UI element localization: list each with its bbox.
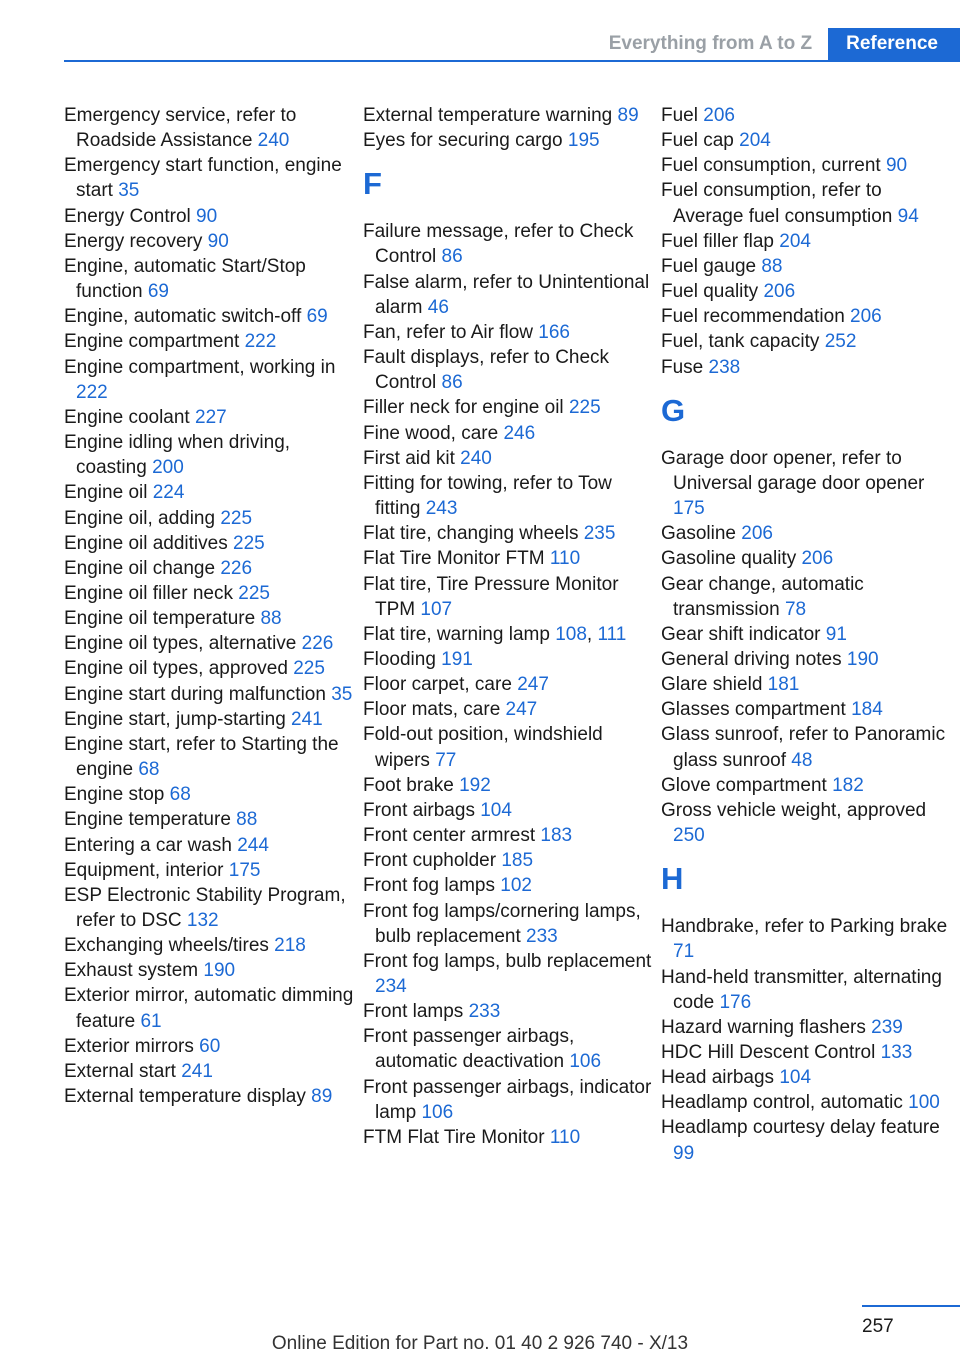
page-link[interactable]: 225 (293, 658, 325, 680)
index-entry (661, 128, 953, 153)
index-entry-term: Engine compartment, working in (64, 356, 336, 378)
index-entry-term: Fuse (661, 356, 704, 378)
page-link[interactable]: 206 (763, 281, 796, 303)
index-entry (661, 647, 953, 672)
index-entry-term: Glasses compartment (661, 699, 846, 721)
page-link[interactable]: 222 (244, 331, 277, 353)
page-link[interactable]: 78 (784, 598, 807, 620)
index-entry: Flat tire, warning lamp 108, 111 (363, 623, 627, 645)
index-entry (64, 858, 354, 883)
index-entry (64, 807, 354, 832)
index-entry-term: Flat tire, Tire Pressure Monitor TPM (363, 573, 619, 620)
index-entry (363, 103, 653, 128)
index-entry-term: External start (64, 1060, 176, 1082)
index-entry (64, 983, 354, 1033)
page-link[interactable]: 106 (569, 1051, 602, 1073)
index-entry (661, 329, 953, 354)
index-entry (363, 1075, 653, 1125)
page-link[interactable]: 225 (220, 507, 253, 529)
index-entry (64, 1084, 354, 1109)
index-entry-term: Engine oil types, approved (64, 658, 288, 680)
index-entry (363, 773, 653, 798)
page-link[interactable]: 108 (555, 623, 587, 645)
page-link[interactable]: 225 (568, 397, 601, 419)
page-link[interactable]: 35 (118, 180, 140, 202)
index-entry-term: Energy Control (64, 205, 191, 227)
page-link[interactable]: 110 (549, 1126, 581, 1148)
page-link[interactable]: 86 (441, 372, 463, 394)
index-entry-term: Fuel cap (661, 130, 734, 152)
page-link[interactable]: 247 (505, 699, 538, 721)
header-rule (64, 60, 960, 62)
index-entry-term: Exchanging wheels/tires (64, 935, 269, 957)
index-entry-term: Fine wood, care (363, 422, 499, 444)
index-entry-term: Flat Tire Monitor FTM (363, 548, 545, 570)
page-link[interactable]: 241 (181, 1060, 213, 1082)
index-entry (661, 622, 953, 647)
page-link[interactable]: 183 (540, 825, 573, 847)
index-entry-term: Gross vehicle weight, approved (661, 799, 927, 821)
page-link[interactable]: 225 (238, 582, 270, 604)
index-entry (64, 556, 354, 581)
index-entry-term: Emergency start function, engine start (64, 155, 342, 202)
page-link[interactable]: 225 (233, 532, 265, 554)
page-link[interactable]: 241 (291, 708, 323, 730)
page-link[interactable]: 252 (824, 331, 857, 353)
index-entry-term: Front fog lamps (363, 875, 495, 897)
page-link[interactable]: 240 (257, 130, 290, 152)
page-link[interactable]: 185 (501, 850, 534, 872)
index-entry (661, 446, 953, 521)
index-entry (363, 899, 653, 949)
index-entry-term: Fan, refer to Air flow (363, 321, 534, 343)
index-entry (363, 572, 653, 622)
index-entry-term: Emergency service, refer to Roadside Assistance (64, 105, 297, 152)
index-entry-term: Engine coolant (64, 406, 190, 428)
page-link[interactable]: 88 (236, 809, 258, 831)
page-link[interactable]: 88 (761, 255, 783, 277)
index-entry (661, 672, 953, 697)
index-entry (661, 178, 953, 228)
page-link[interactable]: 86 (441, 246, 463, 268)
index-entry (64, 480, 354, 505)
index-entry-term: General driving notes (661, 648, 842, 670)
index-entry (64, 355, 354, 405)
page-link[interactable]: 206 (801, 548, 834, 570)
page-link[interactable]: 175 (228, 859, 261, 881)
page-link[interactable]: 182 (832, 774, 864, 796)
page-link[interactable]: 234 (375, 976, 407, 997)
index-entry-term: Fuel consumption, refer to Average fuel consumption (661, 180, 893, 227)
index-entry (661, 1065, 953, 1090)
index-entry (661, 355, 953, 380)
index-entry-term: Engine oil types, alternative (64, 633, 297, 655)
index-letter-heading: G (661, 392, 686, 428)
page-link[interactable]: 204 (739, 130, 771, 152)
index-entry (64, 833, 354, 858)
page-link[interactable]: 90 (885, 155, 908, 177)
index-entry-term: Eyes for securing cargo (363, 130, 563, 152)
page-link[interactable]: 89 (311, 1086, 333, 1108)
index-column-2 (363, 103, 653, 1150)
index-entry (363, 270, 653, 320)
page-link[interactable]: 61 (140, 1010, 162, 1032)
page-link[interactable]: 246 (503, 422, 536, 444)
index-entry-term: Front cupholder (363, 850, 497, 872)
index-entry-term: Glare shield (661, 674, 763, 696)
page-link[interactable]: 200 (152, 457, 184, 479)
index-entry (363, 697, 653, 722)
index-entry (661, 697, 953, 722)
index-entry (64, 883, 354, 933)
page-link[interactable]: 190 (203, 960, 236, 982)
index-entry (64, 606, 354, 631)
index-entry (661, 914, 953, 964)
index-entry-term: Gasoline quality (661, 548, 797, 570)
page-link[interactable]: 88 (260, 608, 282, 630)
index-entry (661, 153, 953, 178)
index-entry-term: Foot brake (363, 774, 454, 796)
index-entry (661, 798, 953, 848)
chapter-tab: Reference (828, 28, 960, 60)
index-entry (661, 1015, 953, 1040)
index-entry-term: Headlamp courtesy delay feature (661, 1117, 940, 1139)
index-entry (64, 153, 354, 203)
index-entry (64, 506, 354, 531)
index-entry-term: Fuel consumption, current (661, 155, 881, 177)
index-entry-term: Front fog lamps/cornering lamps, bulb replacement (363, 900, 641, 947)
section-title: Everything from A to Z (608, 33, 813, 54)
index-entry-term: Fuel recommendation (661, 306, 845, 328)
index-entry (64, 782, 354, 807)
index-entry (363, 949, 653, 999)
page-link[interactable]: 60 (199, 1035, 221, 1057)
index-entry (661, 965, 953, 1015)
page-link[interactable]: 104 (480, 799, 512, 821)
page-link[interactable]: 218 (274, 935, 306, 957)
index-entry (64, 531, 354, 556)
page-link[interactable]: 238 (708, 356, 741, 378)
index-entry-term: Engine, automatic switch-off (64, 306, 302, 328)
index-entry (363, 999, 653, 1024)
index-entry-term: Engine stop (64, 784, 165, 806)
page-link[interactable]: 106 (421, 1101, 454, 1123)
page-link[interactable]: 222 (76, 381, 108, 403)
index-entry-term: Headlamp control, automatic (661, 1092, 903, 1114)
index-entry (363, 1024, 653, 1074)
index-entry (363, 823, 653, 848)
index-entry-term: Hand-held transmitter, alternating code (661, 966, 942, 1013)
page-link[interactable]: 68 (169, 784, 191, 806)
index-entry (363, 672, 653, 697)
page-link[interactable]: 90 (207, 230, 229, 252)
index-entry (661, 722, 953, 772)
index-entry (363, 219, 653, 269)
index-entry (363, 521, 653, 546)
page-link[interactable]: 191 (441, 648, 473, 670)
index-entry (661, 546, 953, 571)
page-link[interactable]: 192 (459, 774, 491, 796)
page-link[interactable]: 250 (673, 825, 705, 847)
index-entry (363, 722, 653, 772)
page-link[interactable]: 166 (538, 321, 570, 343)
index-entry (363, 320, 653, 345)
index-entry (661, 1115, 953, 1165)
page-link[interactable]: 91 (825, 623, 847, 645)
index-entry-term: Fuel gauge (661, 255, 757, 277)
page-link[interactable]: 176 (719, 991, 752, 1013)
page-link[interactable]: 69 (306, 306, 328, 328)
index-entry (363, 345, 653, 395)
index-entry (64, 707, 354, 732)
page-link[interactable]: 111 (597, 623, 627, 645)
index-entry-term: Front passenger airbags, automatic deactivation (363, 1026, 575, 1073)
page-link[interactable]: 204 (779, 230, 811, 252)
index-entry-term: Equipment, interior (64, 859, 224, 881)
index-entry-term: Fold-out position, windshield wipers (363, 724, 603, 771)
index-entry-term: Engine start, refer to Starting the engine (64, 733, 339, 781)
index-entry-term: Fuel (661, 105, 698, 126)
index-letter-heading: F (363, 166, 382, 202)
page-link[interactable]: 227 (195, 406, 227, 428)
index-entry-term: Failure message, refer to Check Control (363, 221, 634, 268)
index-entry-term: Floor mats, care (363, 699, 501, 721)
page-link[interactable]: 110 (549, 548, 581, 570)
index-entry-term: Engine temperature (64, 809, 231, 831)
index-entry-term: Fuel filler flap (661, 230, 774, 252)
index-column-3 (661, 103, 953, 1166)
page-link[interactable]: 239 (871, 1016, 903, 1038)
index-entry (363, 1125, 653, 1150)
index-entry (661, 773, 953, 798)
index-entry (363, 446, 653, 471)
page-link[interactable]: 184 (851, 699, 883, 721)
page-number: 257 (862, 1316, 894, 1337)
index-entry (64, 405, 354, 430)
index-entry (64, 103, 354, 153)
page-link[interactable]: 175 (673, 498, 705, 520)
index-entry-term: Front lamps (363, 1001, 464, 1023)
index-entry (64, 656, 354, 681)
index-entry-term: Front center armrest (363, 825, 536, 847)
index-entry (64, 581, 354, 606)
index-entry-term: Engine oil additives (64, 532, 228, 554)
index-entry (363, 421, 653, 446)
index-entry-term: FTM Flat Tire Monitor (363, 1126, 545, 1148)
index-entry (363, 471, 653, 521)
index-entry-term: Exterior mirror, automatic dimming feature (64, 985, 354, 1032)
index-entry-term: Exterior mirrors (64, 1035, 194, 1057)
page-link[interactable]: 71 (673, 941, 695, 963)
index-entry-term: Front fog lamps, bulb replacement (363, 950, 652, 972)
page-link[interactable]: 100 (908, 1092, 940, 1114)
index-entry-term: Engine oil, adding (64, 507, 216, 529)
index-entry-term: Flooding (363, 648, 436, 670)
index-entry-term: Fuel quality (661, 281, 759, 303)
page-link[interactable]: 94 (897, 205, 919, 227)
index-entry-term: Engine oil temperature (64, 608, 256, 630)
index-entry-term: Garage door opener, refer to Universal garage door opener (661, 447, 925, 494)
index-entry-term: Engine compartment (64, 331, 240, 353)
index-entry-term: First aid kit (363, 447, 455, 469)
page-link[interactable]: 77 (435, 749, 457, 771)
index-entry-term: External temperature warning (363, 105, 613, 126)
page-link[interactable]: 48 (791, 749, 813, 771)
index-entry (64, 304, 354, 329)
index-entry (661, 254, 953, 279)
index-entry (64, 732, 354, 782)
index-entry-term: ESP Electronic Stability Program, refer to DSC (64, 884, 346, 931)
index-entry-term: Fitting for towing, refer to Tow fitting (363, 472, 612, 520)
page-link[interactable]: 99 (673, 1142, 695, 1164)
page-link[interactable]: 89 (617, 105, 639, 126)
index-entry (363, 873, 653, 898)
index-entry-term: Handbrake, refer to Parking brake (661, 916, 948, 938)
page-link[interactable]: 206 (850, 306, 882, 328)
index-letter-heading: H (661, 861, 684, 897)
page-link[interactable]: 133 (880, 1042, 913, 1063)
page-link[interactable]: 104 (779, 1067, 812, 1089)
index-entry-term: Head airbags (661, 1067, 775, 1089)
index-entry-term: Gear shift indicator (661, 623, 821, 645)
index-entry-term: Energy recovery (64, 230, 203, 252)
page-link[interactable]: 244 (237, 834, 269, 856)
page-link[interactable]: 235 (583, 523, 616, 545)
footer-edition: Online Edition for Part no. 01 40 2 926 740 - X/13 (271, 1333, 689, 1354)
index-entry (64, 329, 354, 354)
page-link[interactable]: 46 (427, 296, 449, 318)
page-link[interactable]: 181 (767, 674, 800, 696)
index-entry-term: Gasoline (661, 523, 736, 545)
index-entry-term: Engine oil (64, 482, 148, 504)
page-link[interactable]: 233 (526, 925, 558, 947)
index-entry (363, 848, 653, 873)
page-link[interactable]: 35 (331, 683, 353, 705)
index-entry-term: Fuel, tank capacity (661, 331, 820, 353)
page-link[interactable]: 233 (468, 1001, 501, 1023)
index-entry-term: Glass sunroof, refer to Panoramic glass sunroof (661, 724, 946, 771)
page-link[interactable]: 132 (186, 910, 219, 931)
index-entry (661, 521, 953, 546)
page-link[interactable]: 224 (152, 482, 185, 504)
index-entry-term: Engine idling when driving, coasting (64, 432, 291, 479)
index-entry-term: Entering a car wash (64, 834, 232, 856)
index-entry (64, 204, 354, 229)
index-entry-term: Engine start, jump-starting (64, 708, 286, 730)
index-entry (64, 682, 354, 707)
index-entry-term: Floor carpet, care (363, 674, 512, 696)
index-entry-term: HDC Hill Descent Control (661, 1042, 876, 1063)
index-entry-term: Hazard warning flashers (661, 1016, 866, 1038)
index-entry (661, 103, 953, 128)
index-entry-term: Front passenger airbags, indicator lamp (363, 1076, 652, 1123)
index-entry (363, 128, 653, 153)
page-link[interactable]: 240 (460, 447, 492, 469)
index-entry (64, 229, 354, 254)
page-link[interactable]: 226 (301, 633, 334, 655)
index-entry-term: Glove compartment (661, 774, 827, 796)
index-entry-term: Exhaust system (64, 960, 199, 982)
page-link[interactable]: 243 (425, 498, 458, 520)
index-entry (64, 933, 354, 958)
index-entry-term: Fault displays, refer to Check Control (363, 347, 610, 394)
index-entry (363, 798, 653, 823)
index-entry (661, 1090, 953, 1115)
page-header (593, 28, 960, 60)
index-entry (661, 1040, 953, 1065)
index-entry-term: Engine oil filler neck (64, 582, 233, 604)
page-link[interactable]: 90 (196, 205, 218, 227)
index-entry-term: False alarm, refer to Unintentional alarm (363, 271, 650, 318)
index-entry-term: Flat tire, changing wheels (363, 523, 579, 545)
page-link[interactable]: 68 (138, 759, 160, 781)
index-entry (661, 304, 953, 329)
index-entry (661, 572, 953, 622)
index-entry (64, 1034, 354, 1059)
index-column-1 (64, 103, 354, 1109)
footer-rule (862, 1305, 960, 1307)
index-entry (661, 229, 953, 254)
page-link[interactable]: 206 (741, 523, 773, 545)
index-entry-term: Front airbags (363, 799, 475, 821)
index-entry-term: Engine, automatic Start/Stop function (64, 255, 306, 303)
index-entry (64, 1059, 354, 1084)
index-entry-term: External temperature display (64, 1086, 306, 1108)
page-link[interactable]: 247 (517, 674, 549, 696)
index-entry (661, 279, 953, 304)
index-entry-term: Engine start during malfunction (64, 683, 326, 705)
index-entry (64, 430, 354, 480)
page-link[interactable]: 206 (703, 105, 735, 126)
index-entry (363, 546, 653, 571)
index-entry (64, 631, 354, 656)
page-link[interactable]: 195 (567, 130, 600, 152)
index-entry (363, 395, 653, 420)
index-entry (64, 254, 354, 304)
index-entry (363, 647, 653, 672)
index-entry-term: Flat tire, warning lamp (363, 623, 550, 645)
page-link[interactable]: 107 (420, 598, 453, 620)
page-link[interactable]: 69 (147, 281, 169, 303)
index-entry (64, 958, 354, 983)
page-link[interactable]: 190 (846, 648, 879, 670)
index-entry-term: Filler neck for engine oil (363, 397, 564, 419)
page-link[interactable]: 102 (500, 875, 532, 897)
index-entry-term: Engine oil change (64, 557, 216, 579)
index-entry-term: Gear change, automatic transmission (661, 573, 864, 620)
page-link[interactable]: 226 (220, 557, 253, 579)
